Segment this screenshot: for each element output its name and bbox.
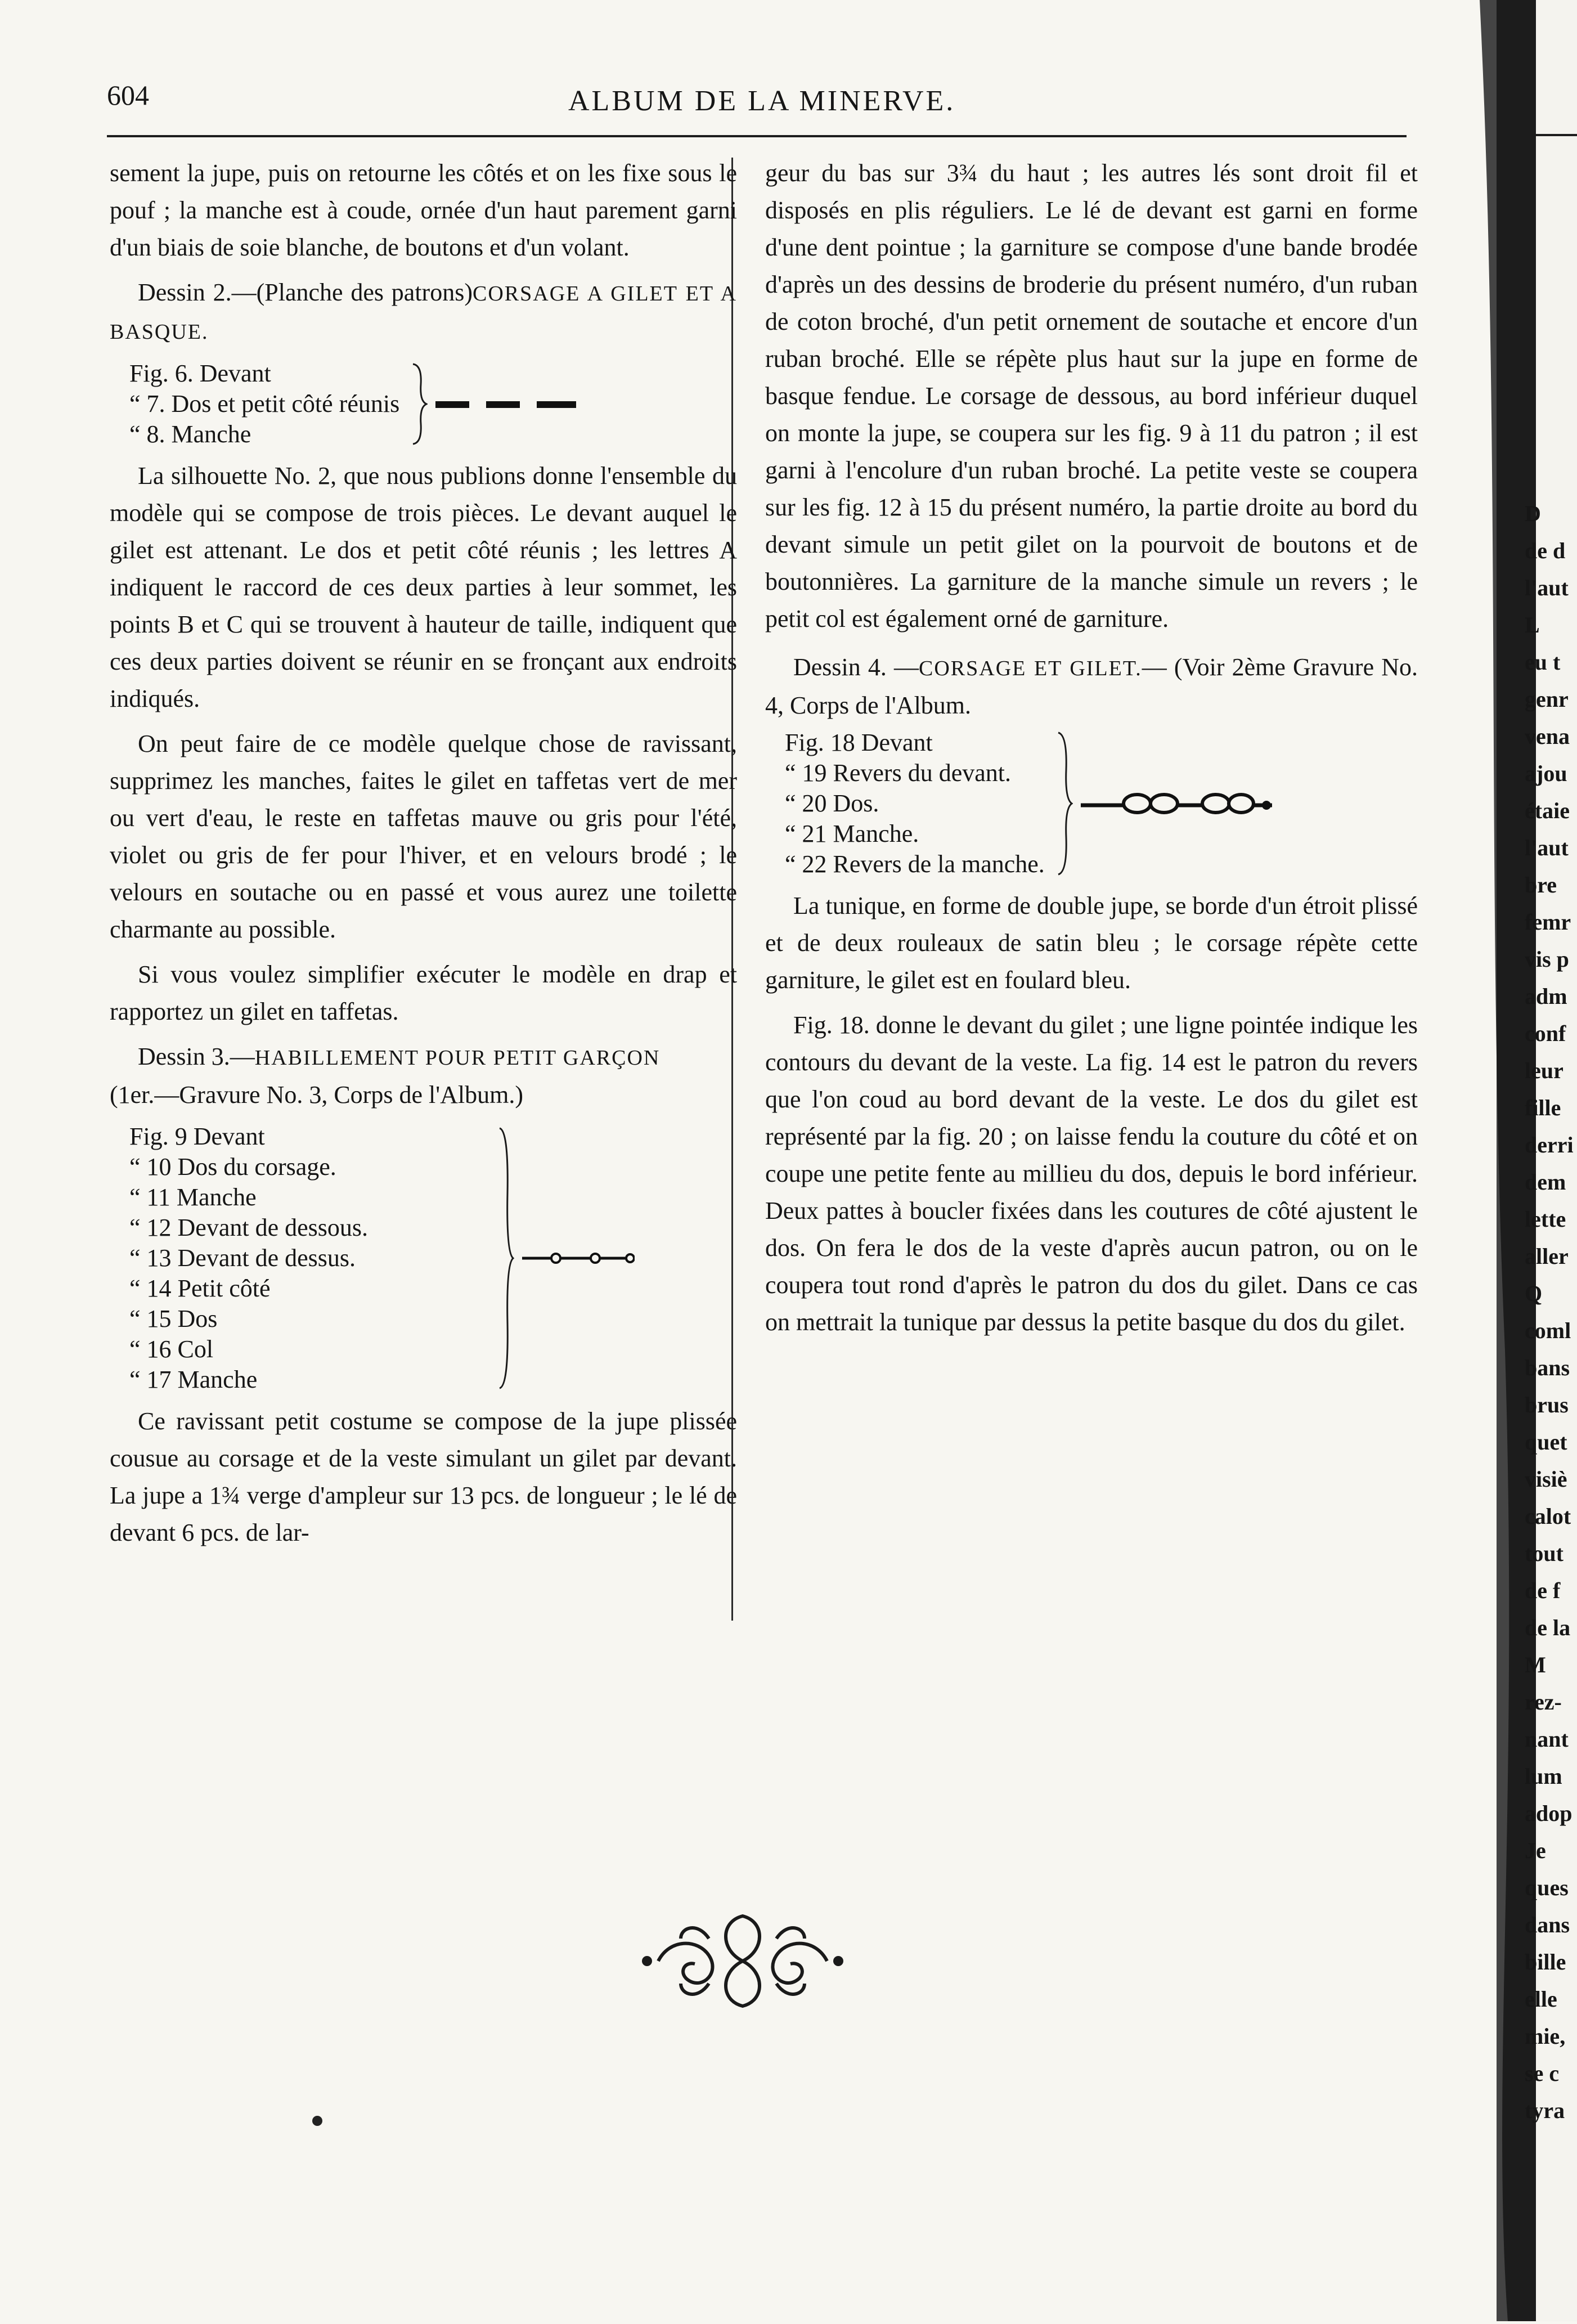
- brace-icon: [497, 1126, 514, 1390]
- figure-item: Fig. 6. Devant: [129, 360, 271, 387]
- facing-page-line: se c: [1525, 2061, 1560, 2086]
- facing-page-line: dem: [1525, 1169, 1566, 1195]
- facing-page-line: vis p: [1525, 946, 1569, 972]
- paragraph: Fig. 18. donne le devant du gilet ; une ligne pointée indique les contours du devant de la veste. La fig. 14 est le patron du revers que l'on coud au bord devant de la veste. Le dos du gilet est représenté par la fig. 20 ; on laisse fendu la couture du côté et on coupe une petite fente au millieu du dos, depuis le bord inférieur. Deux pattes à boucler fixées dans les coutures de côté ajustent le dos. On fera le dos de la veste d'après aucun patron, ou on le coupera tout rond d'après le patron du dos du gilet. Dans ce cas on mettrait la tunique par dessus la petite basque du dos du gilet.: [765, 1011, 1418, 1336]
- facing-page-line: adm: [1525, 984, 1567, 1009]
- facing-page-line: bans: [1525, 1355, 1570, 1380]
- section-title: HABILLEMENT POUR PETIT GARÇON: [254, 1046, 661, 1070]
- loop-ornament-icon: [1081, 789, 1272, 818]
- facing-page-line: conf: [1525, 1021, 1566, 1046]
- facing-page-line: vena: [1525, 724, 1570, 749]
- facing-page-line: l'aut: [1525, 575, 1569, 600]
- figure-item: “ 12 Devant de dessous.: [129, 1214, 369, 1241]
- section-heading-dessin-4: [765, 649, 1418, 724]
- section-title: CORSAGE A GILET ET A BASQUE.: [110, 282, 738, 344]
- facing-page-line: lette: [1525, 1206, 1566, 1232]
- paragraph: Si vous voulez simplifier exécuter le modèle en drap et rapportez un gilet en taffetas.: [110, 961, 737, 1025]
- brace-icon: [1056, 730, 1073, 877]
- facing-page-line: L: [1525, 612, 1540, 638]
- paragraph: La tunique, en forme de double jupe, se borde d'un étroit plissé et de deux rouleaux de satin bleu ; le corsage répète cette garniture, le gilet est en foulard bleu.: [765, 892, 1418, 994]
- facing-page-line: rez-: [1525, 1689, 1562, 1715]
- paragraph: sement la jupe, puis on retourne les côtés et on les fixe sous le pouf ; la manche est à coude, ornée d'un haut parement garni d'un biais de soie blanche, de boutons et d'un volant.: [110, 159, 737, 261]
- figure-list-dessin-4: [785, 728, 1418, 880]
- section-intro: Dessin 4. —: [793, 653, 919, 681]
- facing-page-line: femr: [1525, 909, 1571, 935]
- figure-list-dessin-2: [129, 358, 737, 450]
- facing-page-line: de d: [1525, 538, 1566, 563]
- running-title: ALBUM DE LA MINERVE.: [568, 85, 956, 117]
- facing-page-line: visiè: [1525, 1466, 1567, 1492]
- facing-page-line: lum: [1525, 1764, 1562, 1789]
- page-header: [107, 79, 1401, 129]
- facing-page-line: elle: [1525, 1986, 1557, 2012]
- facing-page-line: M: [1525, 1652, 1546, 1677]
- paragraph: On peut faire de ce modèle quelque chose de ravissant, supprimez les manches, faites le gilet en taffetas vert de mer ou vert d'eau, le reste en taffetas mauve ou gris pour l'été, violet ou gris de fer pour l'hiver, et en velours brodé ; le velours en soutache ou en passé et vous aurez une toilette charmante au possible.: [110, 730, 737, 943]
- figure-item: “ 22 Revers de la manche.: [785, 850, 1045, 878]
- header-rule: [107, 135, 1407, 137]
- facing-page-line: tout: [1525, 1541, 1563, 1566]
- dash-ornament-icon: [435, 396, 582, 412]
- facing-page-line: brus: [1525, 1392, 1569, 1417]
- ink-spot: [312, 2116, 322, 2126]
- facing-page-line: ques: [1525, 1875, 1569, 1900]
- facing-page-line: étaie: [1525, 798, 1570, 823]
- figure-item: “ 11 Manche: [129, 1183, 257, 1211]
- figure-item: “ 10 Dos du corsage.: [129, 1153, 336, 1181]
- facing-page-line: l'aut: [1525, 835, 1569, 860]
- facing-page-line: quet: [1525, 1429, 1567, 1455]
- facing-page-line: bille: [1525, 1949, 1566, 1975]
- facing-page-line: de f: [1525, 1578, 1561, 1603]
- figure-item: “ 14 Petit côté: [129, 1275, 271, 1302]
- facing-page-line: bre: [1525, 872, 1557, 898]
- figure-item: Fig. 9 Devant: [129, 1123, 265, 1150]
- facing-page-line: eu t: [1525, 649, 1561, 675]
- facing-page-line: tyra: [1525, 2098, 1565, 2123]
- section-heading-dessin-2: [110, 274, 737, 351]
- facing-page-line: genr: [1525, 687, 1569, 712]
- facing-page-line: Q: [1525, 1281, 1543, 1306]
- facing-page-line: leur: [1525, 1058, 1563, 1083]
- brace-icon: [411, 362, 428, 446]
- facing-page-line: fille: [1525, 1095, 1561, 1120]
- facing-page-line: D: [1525, 501, 1541, 526]
- figure-list-dessin-3: [129, 1121, 737, 1395]
- section-reference: (1er.—Gravure No. 3, Corps de l'Album.): [110, 1081, 524, 1109]
- figure-item: “ 8. Manche: [129, 420, 251, 448]
- section-heading-dessin-3: [110, 1038, 737, 1076]
- figure-item: “ 21 Manche.: [785, 820, 919, 847]
- facing-page-line: Je: [1525, 1838, 1546, 1863]
- page-number: 604: [107, 79, 149, 111]
- fleuron-ornament-icon: [636, 1905, 850, 2020]
- section-intro: Dessin 2.—(Planche des patrons): [138, 279, 473, 306]
- figure-item: “ 20 Dos.: [785, 789, 879, 817]
- facing-page-line: derri: [1525, 1132, 1574, 1157]
- facing-page-line: adop: [1525, 1801, 1572, 1826]
- figure-item: “ 16 Col: [129, 1335, 214, 1363]
- figure-item: “ 7. Dos et petit côté réunis: [129, 390, 400, 418]
- left-column: [110, 155, 737, 1559]
- figure-item: “ 13 Devant de dessus.: [129, 1244, 356, 1272]
- section-intro: Dessin 3.—: [138, 1043, 255, 1070]
- facing-page-line: de la: [1525, 1615, 1571, 1640]
- facing-page-line: calot: [1525, 1504, 1571, 1529]
- facing-page-line: ajou: [1525, 761, 1567, 786]
- facing-page-line: coml: [1525, 1318, 1571, 1343]
- figure-item: “ 17 Manche: [129, 1366, 258, 1393]
- figure-item: Fig. 18 Devant: [785, 729, 933, 756]
- facing-page-line: nant: [1525, 1726, 1569, 1752]
- figure-item: “ 15 Dos: [129, 1305, 218, 1333]
- right-column: [765, 155, 1418, 1349]
- facing-page-line: mie,: [1525, 2024, 1566, 2049]
- paragraph: La silhouette No. 2, que nous publions donne l'ensemble du modèle qui se compose de trois pièces. Le devant auquel le gilet est attenant. Le dos et petit côté réunis ; les lettres A indiquent le raccord de ces deux parties à leur sommet, les points B et C qui se trouvent à hauteur de taille, indiquent que ces deux parties doivent se réunir en se fronçant aux endroits indiqués.: [110, 462, 737, 712]
- paragraph: geur du bas sur 3¾ du haut ; les autres lés sont droit fil et disposés en plis réguliers. Le lé de devant est garni en forme d'une dent pointue ; la garniture se compose d'une bande brodée d'après un des dessins de broderie du présent numéro, d'un ruban de coton broché, d'un petit ornement de soutache et encore d'un ruban broché. Elle se répète plus haut sur la jupe en forme de basque fendue. Le corsage de dessous, au bord inférieur duquel on monte la jupe, se coupera sur les fig. 9 à 11 du patron ; il est garni à l'encolure d'un ruban broché. La petite veste se coupera sur les fig. 12 à 15 du présent numéro, la partie droite au bord du devant simule un petit gilet on la pourvoit de boutons et de boutonnières. La garniture de la manche simule un revers ; le petit col est également orné de garniture.: [765, 159, 1418, 632]
- section-title: CORSAGE ET GILET.: [919, 657, 1142, 680]
- facing-page-line: aller: [1525, 1244, 1569, 1269]
- figure-item: “ 19 Revers du devant.: [785, 759, 1011, 787]
- dot-dash-ornament-icon: [522, 1250, 635, 1267]
- paragraph: Ce ravissant petit costume se compose de la jupe plissée cousue au corsage et de la veste simulant un gilet par devant. La jupe a 1¾ verge d'ampleur sur 13 pcs. de longueur ; le lé de devant 6 pcs. de lar-: [110, 1407, 737, 1546]
- facing-page-line: dans: [1525, 1912, 1570, 1937]
- section-reference: — (Voir 2ème Gravure No. 4, Corps de l'Album.: [765, 653, 1418, 719]
- facing-page-fragment: [1525, 495, 1577, 2129]
